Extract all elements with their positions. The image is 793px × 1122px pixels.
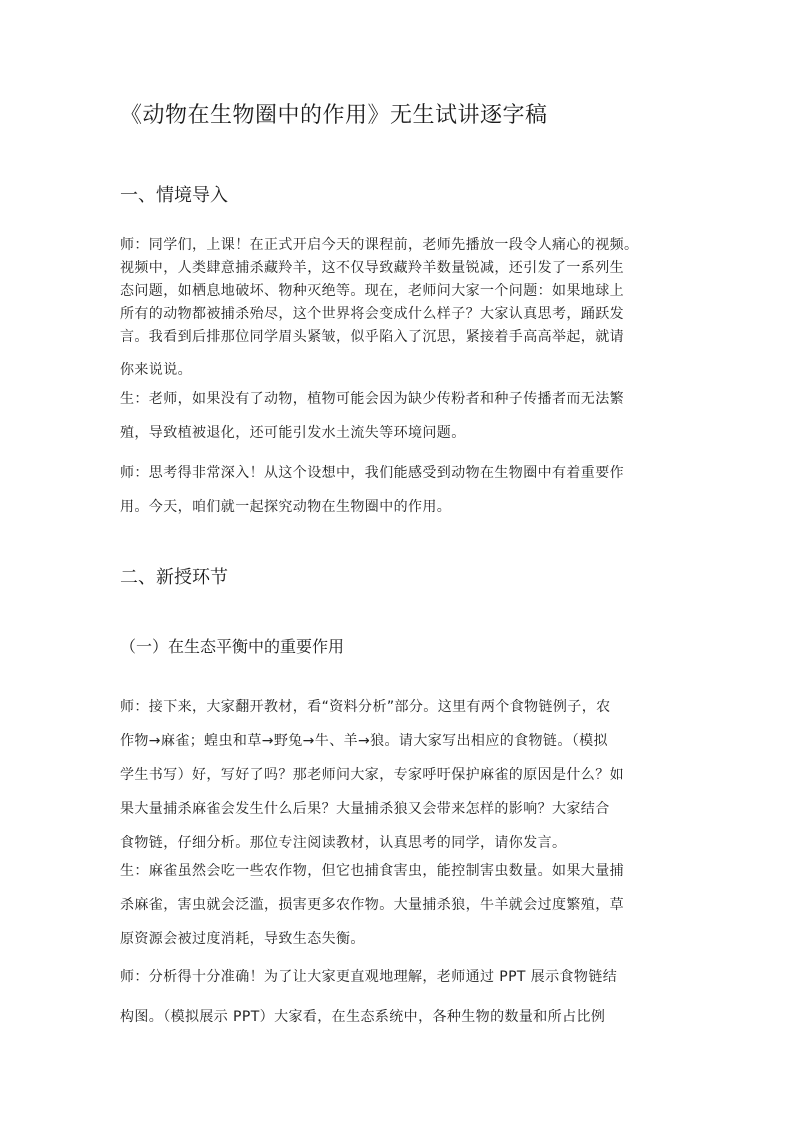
document-title: 《动物在生物圈中的作用》无生试讲逐字稿 (120, 103, 548, 128)
subsection-heading-ecological-balance: （一）在生态平衡中的重要作用 (120, 637, 345, 656)
text-line: 作物→麻雀；蝗虫和草→野兔→牛、羊→狼。请大家写出相应的食物链。（模拟 (120, 733, 608, 749)
text-line: 你来说说。 (120, 362, 192, 378)
text-line: 果大量捕杀麻雀会发生什么后果？大量捕杀狼又会带来怎样的影响？大家结合 (120, 801, 610, 817)
text-line: 学生书写）好，写好了吗？那老师问大家，专家呼吁保护麻雀的原因是什么？如 (120, 767, 624, 783)
text-line: 殖，导致植被退化，还可能引发水土流失等环境问题。 (120, 425, 466, 441)
text-line: 用。今天，咱们就一起探究动物在生物圈中的作用。 (120, 499, 452, 515)
section-heading-intro: 一、情境导入 (120, 185, 228, 206)
paragraph-student-answer-2 (120, 854, 676, 956)
paragraph-student-answer-1 (120, 382, 676, 450)
text-line: 原资源会被过度消耗，导致生态失衡。 (120, 931, 365, 947)
text-line: 构图。（模拟展示 PPT）大家看，在生态系统中，各种生物的数量和所占比例 (120, 1009, 606, 1025)
text-line: 食物链，仔细分析。那位专注阅读教材，认真思考的同学，请你发言。 (120, 835, 567, 851)
paragraph-teacher-ppt (120, 960, 676, 1034)
text-line: 生：老师，如果没有了动物，植物可能会因为缺少传粉者和种子传播者而无法繁 (120, 391, 624, 407)
paragraph-teacher-intro (120, 234, 676, 382)
text-line: 杀麻雀，害虫就会泛滥，损害更多农作物。大量捕杀狼，牛羊就会过度繁殖，草 (120, 897, 624, 913)
section-heading-new-lesson: 二、新授环节 (120, 567, 228, 588)
paragraph-teacher-response-1 (120, 456, 676, 524)
text-line: 态问题，如栖息地破坏、物种灭绝等。现在，老师问大家一个问题：如果地球上 (120, 283, 624, 299)
text-line: 师：接下来，大家翻开教材，看“资料分析”部分。这里有两个食物链例子，农 (120, 699, 611, 715)
text-line: 生：麻雀虽然会吃一些农作物，但它也捕食害虫，能控制害虫数量。如果大量捕 (120, 863, 624, 879)
text-line: 视频中，人类肆意捕杀藏羚羊，这不仅导致藏羚羊数量锐减，还引发了一系列生 (120, 260, 624, 276)
text-line: 所有的动物都被捕杀殆尽，这个世界将会变成什么样子？大家认真思考，踊跃发 (120, 306, 624, 322)
text-line: 师：分析得十分准确！为了让大家更直观地理解，老师通过 PPT 展示食物链结 (120, 969, 618, 985)
text-line: 师：思考得非常深入！从这个设想中，我们能感受到动物在生物圈中有着重要作 (120, 465, 624, 481)
paragraph-teacher-food-chain (120, 690, 676, 860)
text-line: 师：同学们，上课！在正式开启今天的课程前，老师先播放一段令人痛心的视频。 (120, 237, 639, 253)
text-line: 言。我看到后排那位同学眉头紧皱，似乎陷入了沉思，紧接着手高高举起，就请 (120, 329, 624, 345)
